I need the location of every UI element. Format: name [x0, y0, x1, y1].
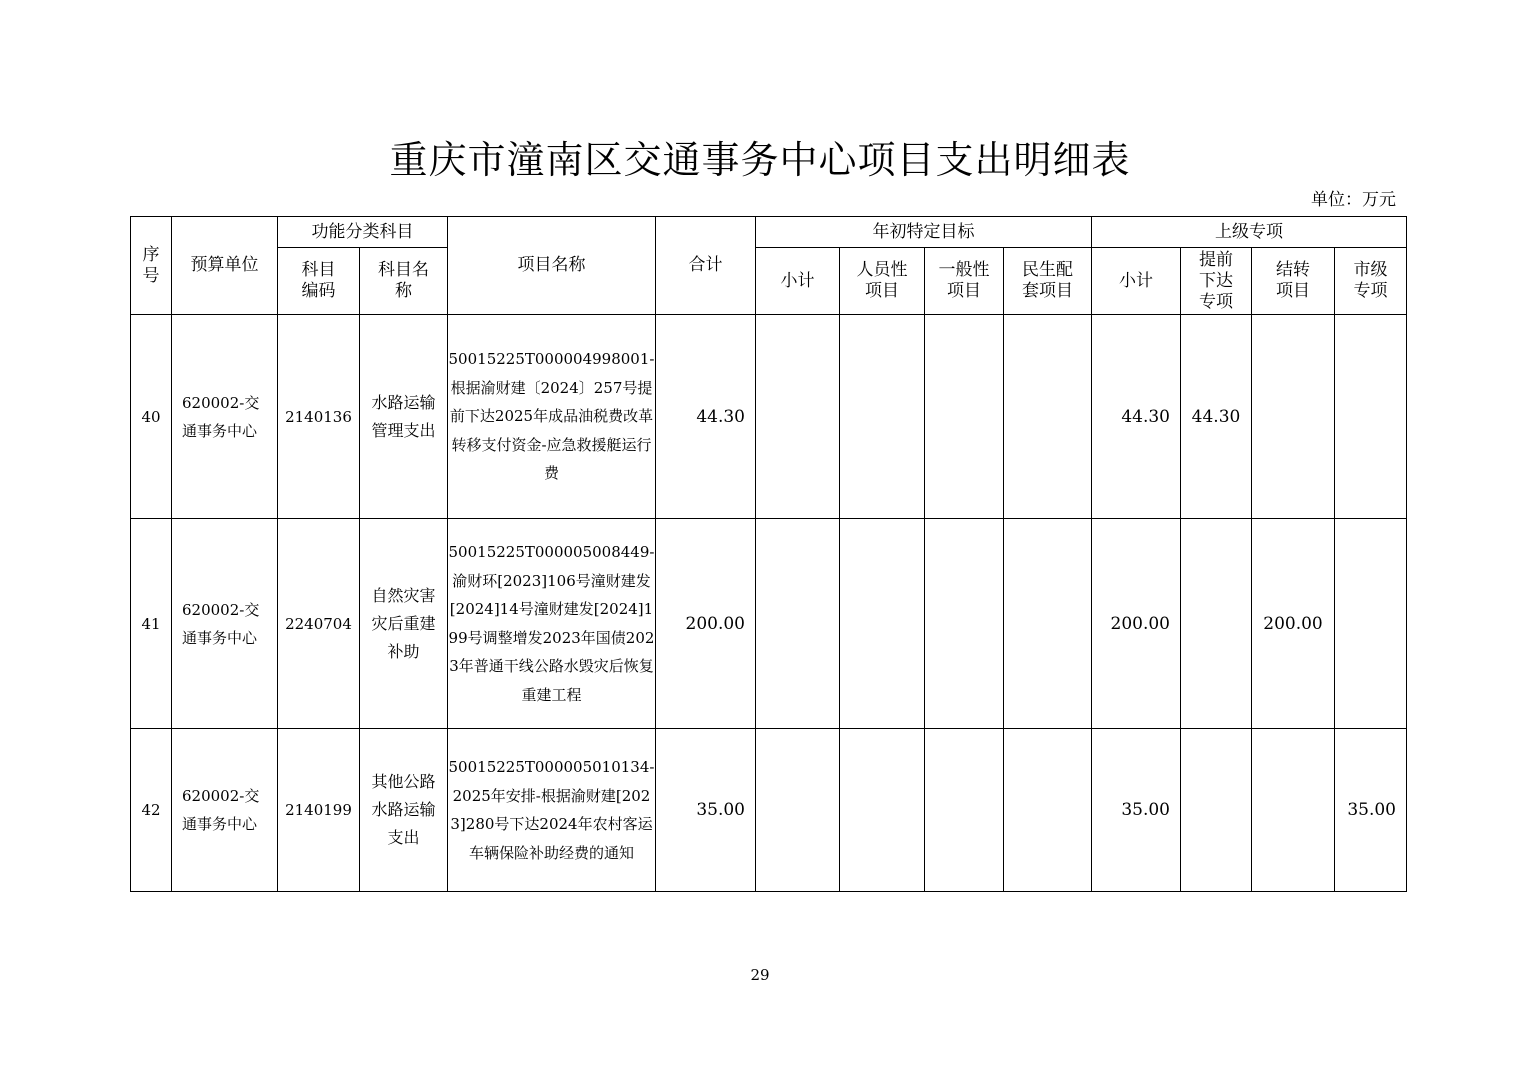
cell-yt-general	[925, 519, 1004, 729]
cell-total: 200.00	[656, 519, 756, 729]
cell-yt-personnel	[840, 519, 925, 729]
cell-yt-subtotal	[756, 315, 840, 519]
cell-yt-personnel	[840, 315, 925, 519]
cell-yt-livelihood	[1004, 729, 1092, 892]
header-yt-subtotal: 小计	[756, 248, 840, 315]
header-project-name: 项目名称	[448, 217, 656, 315]
cell-budget-unit: 620002-交通事务中心	[172, 519, 278, 729]
header-subject-name: 科目名称	[360, 248, 448, 315]
expenditure-table	[130, 216, 1407, 892]
cell-total: 44.30	[656, 315, 756, 519]
header-upper-special: 上级专项	[1092, 217, 1407, 248]
header-us-advance: 提前下达专项	[1181, 248, 1252, 315]
cell-project-name: 50015225T000005008449-渝财环[2023]106号潼财建发[2024]14号潼财建发[2024]199号调整增发2023年国债2023年普通干线公路水毁灾后恢复重建工程	[448, 519, 656, 729]
header-us-city: 市级专项	[1335, 248, 1407, 315]
header-seq: 序号	[131, 217, 172, 315]
cell-project-name: 50015225T000005010134-2025年安排-根据渝财建[2023]280号下达2024年农村客运车辆保险补助经费的通知	[448, 729, 656, 892]
cell-subject-name: 水路运输管理支出	[360, 315, 448, 519]
cell-us-carryover	[1252, 315, 1335, 519]
cell-yt-livelihood	[1004, 519, 1092, 729]
cell-us-advance	[1181, 519, 1252, 729]
cell-budget-unit: 620002-交通事务中心	[172, 729, 278, 892]
cell-seq: 42	[131, 729, 172, 892]
cell-us-subtotal: 35.00	[1092, 729, 1181, 892]
header-us-carryover: 结转项目	[1252, 248, 1335, 315]
header-subject-code: 科目编码	[278, 248, 360, 315]
cell-project-name: 50015225T000004998001-根据渝财建〔2024〕257号提前下达2025年成品油税费改革转移支付资金-应急救援艇运行费	[448, 315, 656, 519]
cell-us-carryover	[1252, 729, 1335, 892]
table-header	[131, 217, 1407, 315]
table-row	[131, 519, 1407, 729]
cell-us-subtotal: 200.00	[1092, 519, 1181, 729]
cell-yt-general	[925, 729, 1004, 892]
cell-seq: 41	[131, 519, 172, 729]
page-number: 29	[750, 966, 770, 984]
header-yt-general: 一般性项目	[925, 248, 1004, 315]
cell-us-city	[1335, 315, 1407, 519]
cell-yt-subtotal	[756, 729, 840, 892]
cell-us-city	[1335, 519, 1407, 729]
cell-subject-code: 2140136	[278, 315, 360, 519]
cell-yt-livelihood	[1004, 315, 1092, 519]
header-budget-unit: 预算单位	[172, 217, 278, 315]
cell-subject-name: 自然灾害灾后重建补助	[360, 519, 448, 729]
cell-us-subtotal: 44.30	[1092, 315, 1181, 519]
table-row	[131, 315, 1407, 519]
cell-subject-code: 2140199	[278, 729, 360, 892]
header-yt-personnel: 人员性项目	[840, 248, 925, 315]
cell-us-advance: 44.30	[1181, 315, 1252, 519]
cell-total: 35.00	[656, 729, 756, 892]
cell-us-carryover: 200.00	[1252, 519, 1335, 729]
cell-yt-general	[925, 315, 1004, 519]
page-title: 重庆市潼南区交通事务中心项目支出明细表	[389, 138, 1131, 182]
cell-yt-subtotal	[756, 519, 840, 729]
header-year-target: 年初特定目标	[756, 217, 1092, 248]
cell-us-advance	[1181, 729, 1252, 892]
cell-seq: 40	[131, 315, 172, 519]
cell-budget-unit: 620002-交通事务中心	[172, 315, 278, 519]
cell-us-city: 35.00	[1335, 729, 1407, 892]
cell-subject-name: 其他公路水路运输支出	[360, 729, 448, 892]
header-yt-livelihood: 民生配套项目	[1004, 248, 1092, 315]
cell-yt-personnel	[840, 729, 925, 892]
header-func-class: 功能分类科目	[278, 217, 448, 248]
header-total: 合计	[656, 217, 756, 315]
header-us-subtotal: 小计	[1092, 248, 1181, 315]
table-row	[131, 729, 1407, 892]
cell-subject-code: 2240704	[278, 519, 360, 729]
unit-label: 单位：万元	[1311, 190, 1396, 210]
